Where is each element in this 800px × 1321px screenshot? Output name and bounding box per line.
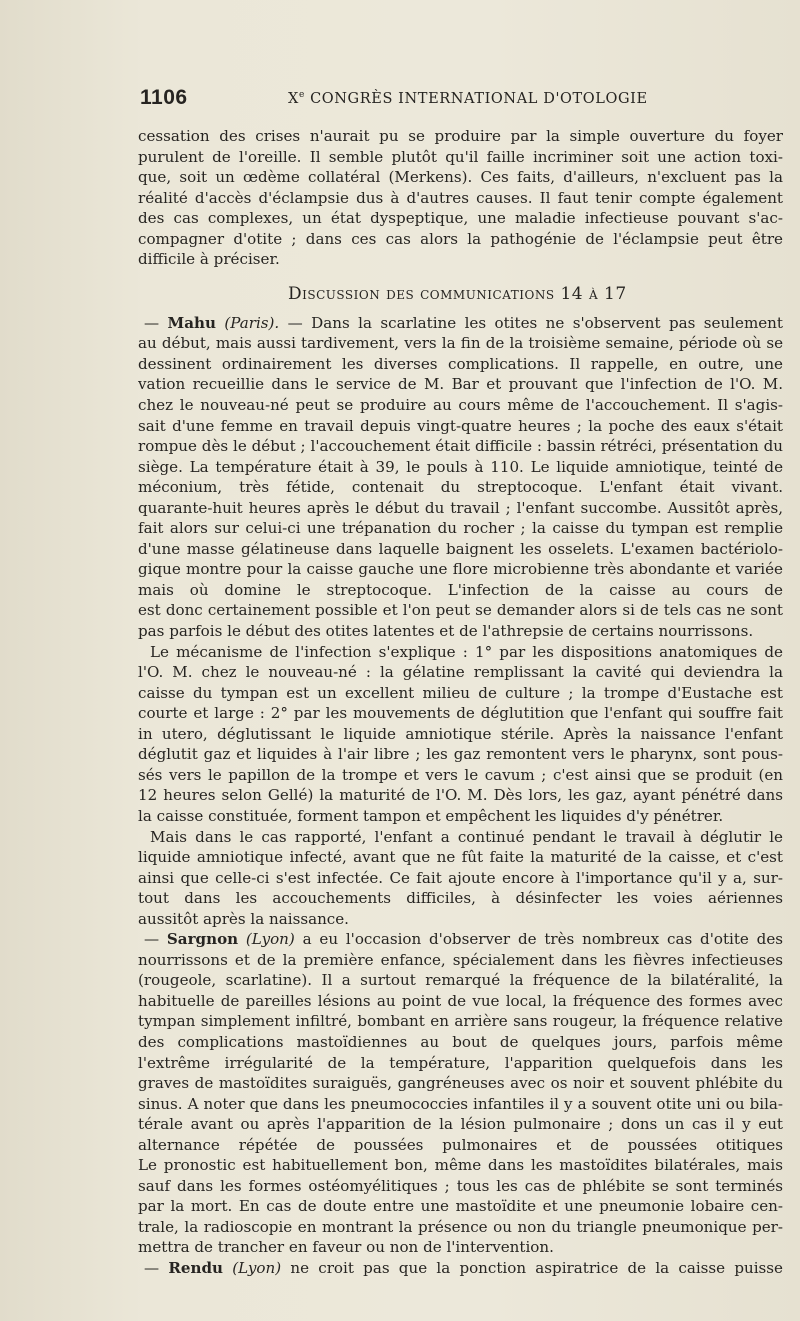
text-line: chez le nouveau-né peut se produire au cours même de l'accouchement. Il s'agis- [138, 396, 783, 415]
text-line: caisse du tympan est un excellent milieu de culture ; la trompe d'Eustache est [138, 683, 783, 702]
paragraph-infected [138, 827, 783, 930]
text-line: l'extrême irrégularité de la température, l'apparition quelquefois dans les [138, 1053, 783, 1072]
text-line: compagner d'otite ; dans ces cas alors la pathogénie de l'éclampsie peut être [138, 229, 783, 248]
text-line: (rougeole, scarlatine). Il a surtout remarqué la fréquence de la bilatéralité, la [138, 971, 783, 990]
text-line: sauf dans les formes ostéomyélitiques ; tous les cas de phlébite se sont terminés [138, 1176, 783, 1195]
text-line: siège. La température était à 39, le pouls à 110. Le liquide amniotique, teinté de [138, 457, 783, 476]
text-line [138, 929, 783, 950]
dash: — [144, 930, 167, 949]
section-heading [138, 270, 783, 313]
text-line: nourrissons et de la première enfance, spécialement dans les fièvres infectieuses [138, 950, 783, 969]
speaker-name: Rendu [168, 1258, 223, 1277]
text-line: purulent de l'oreille. Il semble plutôt qu'il faille incriminer soit une action toxi- [138, 147, 783, 166]
text-line: sinus. A noter que dans les pneumococcies infantiles il y a souvent otite uni ou bila- [138, 1094, 783, 1113]
text-line: méconium, très fétide, contenait du streptocoque. L'enfant était vivant. [138, 478, 783, 497]
text-line: réalité d'accès d'éclampsie dus à d'autres causes. Il faut tenir compte également [138, 188, 783, 207]
text-line: que, soit un œdème collatéral (Merkens). Ces faits, d'ailleurs, n'excluent pas la [138, 168, 783, 187]
text-line: la caisse constituée, forment tampon et empêchent les liquides d'y pénétrer. [138, 806, 724, 825]
text-line: habituelle de pareilles lésions au point de vue local, la fréquence des formes avec [138, 991, 783, 1010]
dash: — [144, 313, 168, 332]
text-line: au début, mais aussi tardivement, vers la fin de la troisième semaine, période où se [138, 334, 783, 353]
paragraph-rendu [138, 1258, 783, 1279]
text-line: cessation des crises n'aurait pu se produire par la simple ouverture du foyer [138, 127, 783, 145]
speaker-name: Mahu [167, 313, 216, 332]
text-line: aussitôt après la naissance. [138, 909, 349, 928]
text-line: rompue dès le début ; l'accouchement était difficile : bassin rétréci, présentation du [138, 437, 783, 456]
running-title-prefix: X [288, 90, 299, 107]
text-line [138, 1258, 783, 1279]
dash: — [144, 1258, 169, 1277]
text-line: pas parfois le début des otites latentes et de l'athrepsie de certains nourrissons. [138, 622, 754, 641]
running-title-sup: e [298, 90, 305, 100]
text-line: ainsi que celle-ci s'est infectée. Ce fait ajoute encore à l'importance qu'il y a, sur- [138, 868, 783, 887]
text-line: l'O. M. chez le nouveau-né : la gélatine remplissant la cavité qui deviendra la [138, 663, 783, 682]
text-line: Mais dans le cas rapporté, l'enfant a continué pendant le travail à déglutir le [150, 827, 783, 846]
text-line: graves de mastoïdites suraiguës, gangréneuses avec os noir et souvent phlébite du [138, 1074, 783, 1093]
text-line: alternance répétée de poussées pulmonaires et de poussées otitiques [138, 1135, 783, 1154]
text-line: fait alors sur celui-ci une trépanation du rocher ; la caisse du tympan est remplie [138, 519, 783, 538]
text-line [138, 313, 783, 334]
text-line: mettra de trancher en faveur ou non de l'intervention. [138, 1238, 554, 1257]
paragraph-eclampsia [138, 126, 783, 270]
running-title-rest: CONGRÈS INTERNATIONAL D'OTOLOGIE [304, 90, 648, 107]
text-line: mais où domine le streptocoque. L'infection de la caisse au cours de [138, 580, 783, 599]
text-line: gique montre pour la caisse gauche une flore microbienne très abondante et variée [138, 560, 783, 579]
speaker-city: (Lyon) [245, 930, 295, 949]
text-line: Le pronostic est habituellement bon, même dans les mastoïdites bilatérales, mais [138, 1156, 783, 1175]
text-line: trale, la radioscopie en montrant la présence ou non du triangle pneumonique per- [138, 1217, 783, 1236]
text-run: ne croit pas que la ponction aspiratrice de la caisse puisse [281, 1258, 783, 1277]
text-line: tout dans les accouchements difficiles, à désinfecter les voies aériennes [138, 889, 783, 908]
text-line: quarante-huit heures après le début du travail ; l'enfant succombe. Aussitôt après, [138, 498, 783, 517]
text-line: vation recueillie dans le service de M. Bar et prouvant que l'infection de l'O. M. [138, 375, 783, 394]
paragraph-mahu [138, 313, 783, 642]
text-line: tympan simplement infiltré, bombant en arrière sans rougeur, la fréquence relative [138, 1012, 783, 1031]
text-line: liquide amniotique infecté, avant que ne fût faite la maturité de la caisse, et c'est [138, 848, 783, 867]
text-line: courte et large : 2° par les mouvements de déglutition que l'enfant qui souffre fait [138, 704, 783, 723]
text-run: a eu l'occasion d'observer de très nombreux cas d'otite des [294, 930, 783, 949]
text-line: térale avant ou après l'apparition de la lésion pulmonaire ; dons un cas il y eut [138, 1115, 783, 1134]
page-number: 1106 [140, 86, 188, 109]
speaker-city: (Paris). [224, 313, 280, 332]
text-line: sés vers le papillon de la trompe et vers le cavum ; c'est ainsi que se produit (en [138, 765, 783, 784]
text-line: 12 heures selon Gellé) la maturité de l'O. M. Dès lors, les gaz, ayant pénétré dans [138, 786, 783, 805]
page-header [140, 86, 760, 116]
text-run: — Dans la scarlatine les otites ne s'observent pas seulement [279, 313, 783, 332]
speaker-name: Sargnon [166, 930, 239, 949]
text-line: est donc certainement possible et l'on peut se demander alors si de tels cas ne sont [138, 601, 783, 620]
speaker-city: (Lyon) [232, 1258, 282, 1277]
text-line: d'une masse gélatineuse dans laquelle baignent les osselets. L'examen bactériolo- [138, 539, 783, 558]
text-line: des complications mastoïdiennes au bout de quelques jours, parfois même [138, 1032, 783, 1051]
text-line: in utero, déglutissant le liquide amniotique stérile. Après la naissance l'enfant [138, 724, 783, 743]
text-line: par la mort. En cas de doute entre une mastoïdite et une pneumonie lobaire cen- [138, 1197, 783, 1216]
text-line: des cas complexes, un état dyspeptique, une maladie infectieuse pouvant s'ac- [138, 209, 783, 228]
text-line: Le mécanisme de l'infection s'explique : 1° par les dispositions anatomiques de [150, 642, 783, 661]
paragraph-sargnon [138, 929, 783, 1258]
paragraph-mechanism [138, 642, 783, 827]
text-line: dessinent ordinairement les diverses complications. Il rappelle, en outre, une [138, 354, 783, 373]
body-text [138, 126, 783, 1279]
section-heading-text: Discussion des communications 14 à 17 [288, 283, 627, 304]
text-line: déglutit gaz et liquides à l'air libre ; les gaz remontent vers le pharynx, sont pous- [138, 745, 783, 764]
text-line: difficile à préciser. [138, 250, 280, 269]
running-title [288, 90, 648, 107]
text-line: sait d'une femme en travail depuis vingt-quatre heures ; la poche des eaux s'était [138, 416, 783, 435]
